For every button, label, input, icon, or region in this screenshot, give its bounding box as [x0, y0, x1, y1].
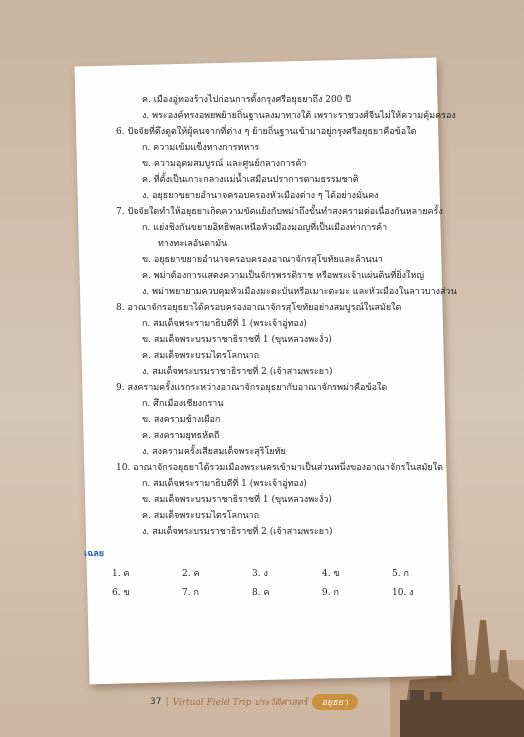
option-line: ข. อยุธยาขยายอำนาจครอบครองอาณาจักรสุโขทัยและล้านนา — [142, 255, 383, 265]
answer-item: 1. ค — [112, 569, 130, 579]
option-line: ค. เมืองอู่ทองร้างไปก่อนการตั้งกรุงศรีอยุธยาถึง 200 ปี — [142, 95, 351, 105]
answer-item: 6. ข — [112, 588, 130, 598]
option-line: ก. สมเด็จพระรามาธิบดีที่ 1 (พระเจ้าอู่ทอง) — [142, 479, 307, 489]
option-line: ง. สมเด็จพระบรมราชาธิราชที่ 2 (เจ้าสามพระยา) — [142, 367, 333, 377]
option-line: ค. สงครามยุทธหัตถี — [142, 431, 220, 441]
option-line: ก. ความเข้มแข็งทางการทหาร — [142, 143, 260, 153]
question-line: 7. ปัจจัยใดทำให้อยุธยาเกิดความขัดแย้งกับพม่าถึงขั้นทำสงครามต่อเนื่องกันหลายครั้ง — [116, 207, 443, 217]
answer-item: 10. ง — [392, 588, 414, 598]
answer-key-title: เฉลย — [84, 549, 104, 559]
answer-item: 2. ค — [182, 569, 200, 579]
question-line: 8. อาณาจักรอยุธยาได้ครอบครองอาณาจักรสุโขทัยอย่างสมบูรณ์ในสมัยใด — [116, 303, 402, 313]
option-line: ง. สงครามครั้งเสียสมเด็จพระสุริโยทัย — [142, 447, 286, 457]
quiz-content — [82, 92, 462, 601]
answer-grid — [82, 566, 462, 601]
option-line: ค. ที่ตั้งเป็นเกาะกลางแม่น้ำเสมือนปราการตามธรรมชาติ — [142, 175, 359, 185]
option-line: ก. สมเด็จพระรามาธิบดีที่ 1 (พระเจ้าอู่ทอง) — [142, 319, 307, 329]
option-line: ค. สมเด็จพระบรมไตรโลกนาถ — [142, 351, 260, 361]
question-line: 6. ปัจจัยที่ดึงดูดให้ผู้คนจากที่ต่าง ๆ ย้ายถิ่นฐานเข้ามาอยู่กรุงศรีอยุธยาคือข้อใด — [116, 127, 417, 137]
page-number: 37 — [150, 697, 162, 707]
answer-item: 8. ค — [252, 588, 270, 598]
answer-item: 5. ก — [392, 569, 409, 579]
answer-item: 7. ก — [182, 588, 199, 598]
answer-item: 9. ก — [322, 588, 339, 598]
option-line: ค. สมเด็จพระบรมไตรโลกนาถ — [142, 511, 260, 521]
option-line: ง. พระองค์ทรงอพยพย้ายถิ่นฐานลงมาทางใต้ เพราะราชวงศ์จีนไม่ให้ความคุ้มครอง — [142, 111, 456, 121]
question-line: 10. อาณาจักรอยุธยาได้รวมเมืองพระนครเข้ามาเป็นส่วนหนึ่งของอาณาจักรในสมัยใด — [116, 463, 443, 473]
answer-key — [82, 546, 462, 601]
page-footer — [150, 694, 358, 710]
footer-badge: อยุธยา — [312, 694, 359, 710]
option-line: ก. แย่งชิงกันขยายอิทธิพลเหนือหัวเมืองมอญที่เป็นเมืองท่าการค้า — [142, 223, 388, 233]
answer-item: 4. ข — [322, 569, 340, 579]
option-line: ข. สงครามช้างเผือก — [142, 415, 221, 425]
option-line: ข. ความอุดมสมบูรณ์ และศูนย์กลางการค้า — [142, 159, 307, 169]
question-line: 9. สงครามครั้งแรกระหว่างอาณาจักรอยุธยากับอาณาจักรพม่าคือข้อใด — [116, 383, 388, 393]
option-continuation: ทางทะเลอันดามัน — [158, 239, 228, 249]
option-line: ก. ศึกเมืองเชียงกราน — [142, 399, 224, 409]
answer-item: 3. ง — [252, 569, 268, 579]
option-line: ข. สมเด็จพระบรมราชาธิราชที่ 1 (ขุนหลวงพะงั่ว) — [142, 335, 332, 345]
option-line: ง. พม่าพยายามควบคุมหัวเมืองมะตะบันหรือเมาะตะมะ และหัวเมืองในลาวบางส่วน — [142, 287, 457, 297]
option-line: ค. พม่าต้องการแสดงความเป็นจักรพรรดิราช หรือพระเจ้าแผ่นดินที่ยิ่งใหญ่ — [142, 271, 425, 281]
footer-title: Virtual Field Trip ประวัติศาสตร์ — [172, 698, 308, 708]
option-line: ข. สมเด็จพระบรมราชาธิราชที่ 1 (ขุนหลวงพะงั่ว) — [142, 495, 332, 505]
option-line: ง. อยุธยาขยายอำนาจครอบครองหัวเมืองต่าง ๆ ได้อย่างมั่นคง — [142, 191, 379, 201]
footer-separator: | — [165, 697, 169, 707]
option-line: ง. สมเด็จพระบรมราชาธิราชที่ 2 (เจ้าสามพระยา) — [142, 527, 333, 537]
